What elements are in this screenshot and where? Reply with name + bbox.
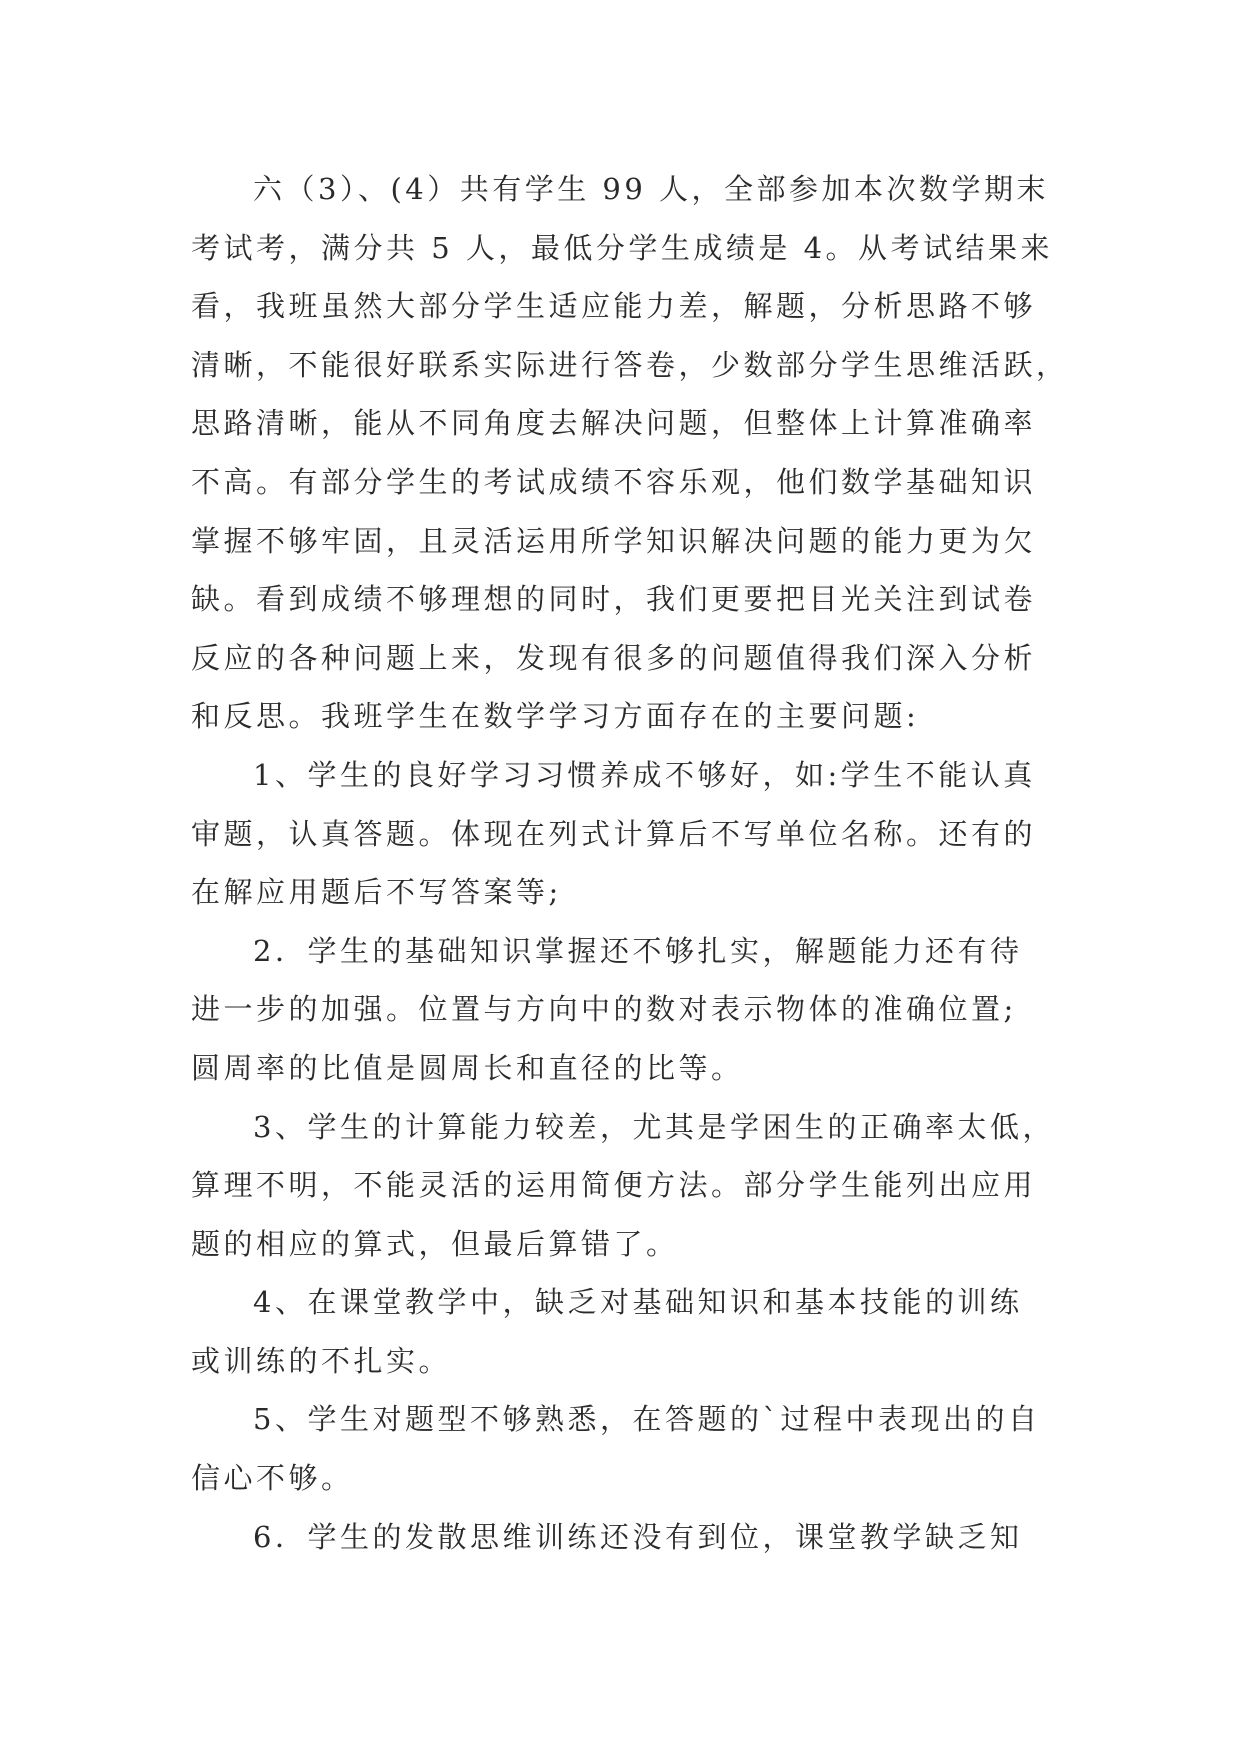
paragraph-intro-line: 缺。看到成绩不够理想的同时，我们更要把目光关注到试卷 bbox=[191, 582, 1037, 617]
list-item-2-line: 进一步的加强。位置与方向中的数对表示物体的准确位置; bbox=[191, 992, 1017, 1027]
list-item-4-line: 4、在课堂教学中，缺乏对基础知识和基本技能的训练 bbox=[253, 1285, 1023, 1320]
paragraph-intro-line: 六（3）、(4）共有学生 99 人，全部参加本次数学期末 bbox=[253, 172, 1050, 206]
paragraph-intro-line: 掌握不够牢固，且灵活运用所学知识解决问题的能力更为欠 bbox=[191, 523, 1037, 558]
list-item-1-line: 审题，认真答题。体现在列式计算后不写单位名称。还有的 bbox=[191, 816, 1037, 851]
paragraph-intro-line: 反应的各种问题上来，发现有很多的问题值得我们深入分析 bbox=[191, 640, 1037, 675]
paragraph-intro-line: 清晰，不能很好联系实际进行答卷，少数部分学生思维活跃， bbox=[191, 347, 1069, 382]
list-item-5-line: 信心不够。 bbox=[191, 1461, 354, 1496]
list-item-5-line: 5、学生对题型不够熟悉，在答题的`过程中表现出的自 bbox=[253, 1402, 1041, 1437]
paragraph-intro-line: 和反思。我班学生在数学学习方面存在的主要问题: bbox=[191, 699, 920, 734]
list-item-3-line: 3、学生的计算能力较差，尤其是学困生的正确率太低， bbox=[253, 1109, 1055, 1144]
list-item-2-line: 2．学生的基础知识掌握还不够扎实，解题能力还有待 bbox=[253, 933, 1023, 968]
list-item-4-line: 或训练的不扎实。 bbox=[191, 1343, 452, 1378]
list-item-1-line: 在解应用题后不写答案等; bbox=[191, 875, 562, 910]
paragraph-intro-line: 思路清晰，能从不同角度去解决问题，但整体上计算准确率 bbox=[191, 406, 1037, 441]
paragraph-intro-line: 不高。有部分学生的考试成绩不容乐观，他们数学基础知识 bbox=[191, 464, 1037, 499]
list-item-3-line: 算理不明，不能灵活的运用简便方法。部分学生能列出应用 bbox=[191, 1168, 1037, 1203]
list-item-6-line: 6．学生的发散思维训练还没有到位，课堂教学缺乏知 bbox=[253, 1519, 1023, 1554]
paragraph-intro-line: 看，我班虽然大部分学生适应能力差，解题，分析思路不够 bbox=[191, 289, 1037, 324]
paragraph-intro-line: 考试考，满分共 5 人，最低分学生成绩是 4。从考试结果来 bbox=[191, 230, 1054, 265]
list-item-2-line: 圆周率的比值是圆周长和直径的比等。 bbox=[191, 1050, 744, 1085]
list-item-3-line: 题的相应的算式，但最后算错了。 bbox=[191, 1226, 679, 1261]
document-body bbox=[191, 160, 1069, 1566]
list-item-1-line: 1、学生的良好学习习惯养成不够好，如:学生不能认真 bbox=[253, 757, 1036, 792]
